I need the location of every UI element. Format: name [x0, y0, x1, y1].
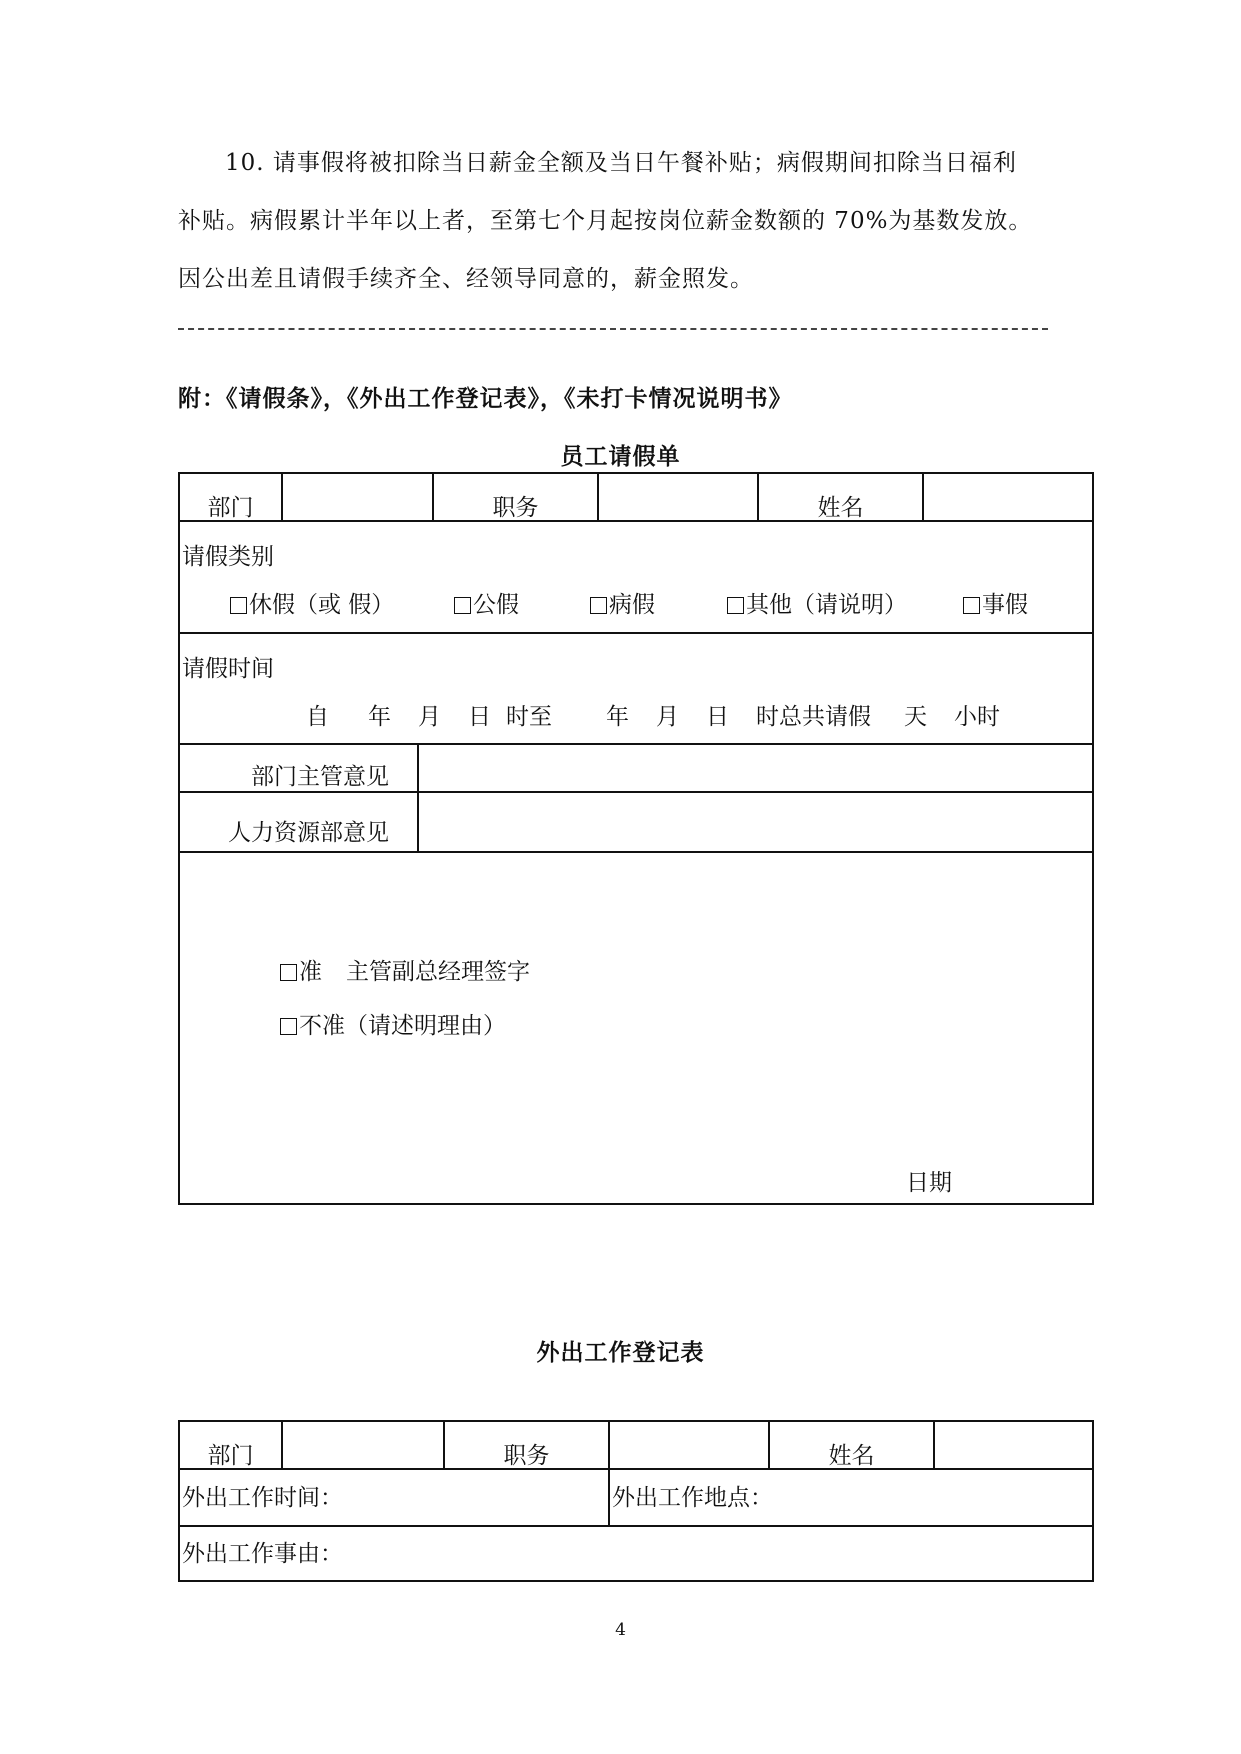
name-input[interactable]	[934, 1421, 1093, 1469]
department-label: 部门	[207, 1443, 254, 1469]
leave-time-label: 请假时间	[182, 656, 274, 682]
leave-type-cell	[179, 521, 1093, 633]
checkbox-icon[interactable]	[280, 1018, 297, 1035]
leave-time-fields[interactable]: 自 年 月 日 时至 年 月 日 时总共请假 天 小时	[306, 704, 1000, 730]
leave-type-option[interactable]: 休假（或 假）	[230, 586, 454, 619]
dept-manager-opinion-label-cell	[179, 744, 418, 792]
leave-form-title: 员工请假单	[560, 443, 681, 470]
checkbox-icon[interactable]	[454, 597, 471, 614]
approver-signature-label: 主管副总经理签字	[346, 959, 530, 985]
approve-option[interactable]	[280, 953, 530, 986]
leave-time-cell	[179, 633, 1093, 744]
hr-opinion-label-cell	[179, 792, 418, 852]
department-label-cell	[179, 473, 282, 521]
page-number: 4	[615, 1620, 626, 1640]
leave-type-option[interactable]: 其他（请说明）	[727, 586, 963, 619]
leave-type-option[interactable]: 病假	[590, 586, 727, 619]
dept-manager-opinion-label: 部门主管意见	[251, 764, 389, 790]
paragraph-line: 因公出差且请假手续齐全、经领导同意的，薪金照发。	[178, 266, 754, 292]
dept-manager-opinion-row	[179, 744, 1093, 792]
name-label: 姓名	[817, 495, 864, 521]
hr-opinion-label: 人力资源部意见	[228, 820, 389, 846]
checkbox-icon[interactable]	[590, 597, 607, 614]
outing-header-row	[179, 1421, 1093, 1469]
department-input[interactable]	[282, 1421, 444, 1469]
checkbox-icon[interactable]	[280, 964, 297, 981]
outing-reason-row	[179, 1526, 1093, 1581]
position-input[interactable]	[598, 473, 758, 521]
dashed-divider	[178, 328, 1048, 330]
outing-time-location-row	[179, 1469, 1093, 1526]
leave-time-row	[179, 633, 1093, 744]
hr-opinion-input[interactable]	[418, 792, 1093, 852]
department-label-cell	[179, 1421, 282, 1469]
position-label: 职务	[503, 1443, 550, 1469]
attachments-line: 附：《请假条》，《外出工作登记表》，《未打卡情况说明书》	[178, 385, 793, 412]
outing-time-cell[interactable]	[179, 1469, 609, 1526]
paragraph-line: 补贴。病假累计半年以上者，至第七个月起按岗位薪金数额的 70%为基数发放。	[178, 208, 1033, 234]
reject-option[interactable]	[280, 1007, 506, 1040]
checkbox-icon[interactable]	[727, 597, 744, 614]
checkbox-icon[interactable]	[230, 597, 247, 614]
approval-cell	[179, 852, 1093, 1204]
outing-location-cell[interactable]	[609, 1469, 1093, 1526]
leave-type-option[interactable]: 公假	[454, 586, 590, 619]
paragraph-line: 10. 请事假将被扣除当日薪金全额及当日午餐补贴；病假期间扣除当日福利	[225, 150, 1017, 176]
name-input[interactable]	[923, 473, 1093, 521]
name-label-cell	[758, 473, 923, 521]
outing-reason-cell[interactable]	[179, 1526, 1093, 1581]
name-label: 姓名	[828, 1443, 875, 1469]
leave-type-label: 请假类别	[182, 544, 274, 570]
rule-paragraph	[178, 134, 1078, 308]
leave-type-row	[179, 521, 1093, 633]
position-label-cell	[444, 1421, 609, 1469]
dept-manager-opinion-input[interactable]	[418, 744, 1093, 792]
reject-label: 不准（请述明理由）	[299, 1013, 506, 1039]
position-label-cell	[433, 473, 598, 521]
position-label: 职务	[492, 495, 539, 521]
leave-form-table	[178, 472, 1094, 1205]
outing-location-label: 外出工作地点：	[612, 1484, 773, 1511]
outing-reason-label: 外出工作事由：	[182, 1540, 343, 1567]
position-input[interactable]	[609, 1421, 769, 1469]
leave-header-row	[179, 473, 1093, 521]
leave-type-options	[180, 572, 1092, 631]
department-label: 部门	[207, 495, 254, 521]
name-label-cell	[769, 1421, 934, 1469]
department-input[interactable]	[282, 473, 433, 521]
date-label: 日期	[906, 1170, 952, 1196]
outing-time-label: 外出工作时间：	[182, 1484, 343, 1511]
hr-opinion-row	[179, 792, 1093, 852]
leave-type-option[interactable]: 事假	[963, 586, 1028, 619]
approve-label: 准	[299, 959, 322, 985]
outing-form-table	[178, 1420, 1094, 1582]
outing-form-title: 外出工作登记表	[536, 1339, 705, 1366]
checkbox-icon[interactable]	[963, 597, 980, 614]
approval-row	[179, 852, 1093, 1204]
